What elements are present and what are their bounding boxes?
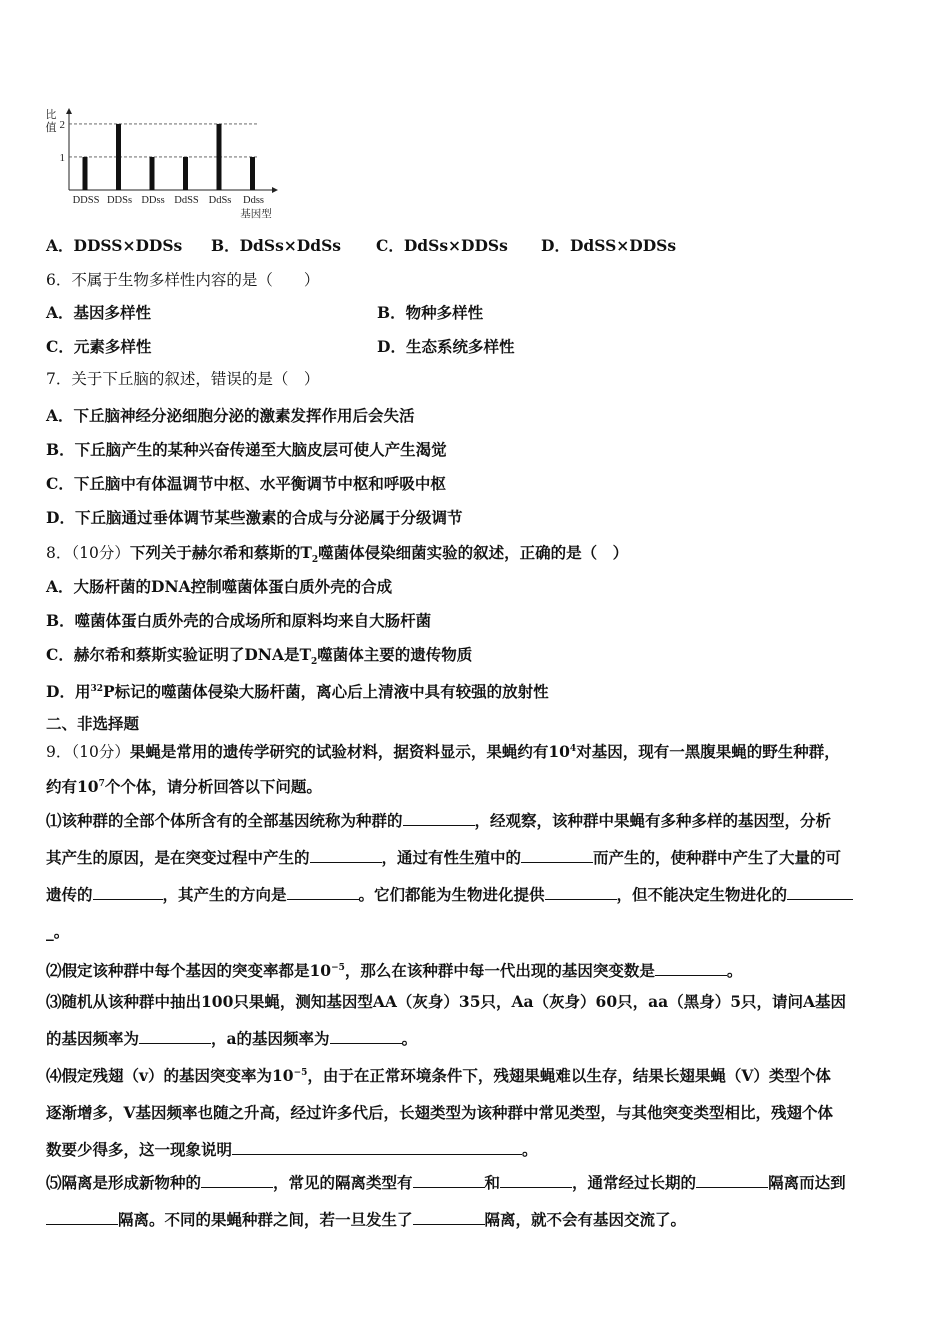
blank-alleles[interactable] — [310, 848, 382, 863]
q8-number: 8．（10分） — [46, 544, 130, 562]
q8-stem-pre: 下列关于赫尔希和蔡斯的T — [129, 543, 312, 562]
q5-option-b[interactable]: B．DdSs×DdSs — [211, 236, 341, 255]
blank-raw-material[interactable] — [545, 885, 617, 900]
q8-option-d-pre: D．用 — [46, 682, 91, 702]
chart-axes — [66, 108, 278, 193]
q9-p1-b: ，经观察，该种群中果蝇有多种多样的基因型，分析 — [474, 811, 832, 830]
q8-stem-post: 噬菌体侵染细菌实验的叙述，正确的是（ ） — [318, 543, 629, 562]
q9-p4-c: 逐渐增多，V基因频率也随之升高，经过许多代后，长翅类型为该种群中常见类型，与其他突变类型相比，残翅个体 — [46, 1103, 834, 1123]
blank-isolation-type-1[interactable] — [413, 1173, 485, 1188]
q9-p2-a: ⑵假定该种群中每个基因的突变率都是10 — [46, 961, 332, 981]
blank-recombination[interactable] — [521, 848, 593, 863]
q9-p5-g: 隔离，就不会有基因交流了。 — [484, 1210, 687, 1229]
blank-occurred-isolation[interactable] — [413, 1210, 485, 1225]
x-tick-label: DDSS — [72, 195, 100, 206]
q5-option-a[interactable]: A．DDSS×DDSs — [46, 236, 183, 255]
q9-p4-e: 。 — [522, 1140, 538, 1160]
blank-isolation-type-2[interactable] — [500, 1173, 572, 1188]
q8-option-d-sup: 32 — [90, 684, 103, 694]
q9-p5-d: ，通常经过长期的 — [572, 1173, 697, 1192]
genotype-ratio-chart — [44, 104, 284, 222]
q9-part5 — [46, 1164, 906, 1238]
q8-stem — [46, 543, 628, 570]
q9-p4-a: ⑷假定残翅（v）的基因突变率为10 — [46, 1066, 294, 1086]
q9-p2-sup: −5 — [331, 963, 345, 973]
q9-p1-f: 遗传的 — [46, 885, 93, 904]
blank-conclusion[interactable] — [232, 1140, 522, 1155]
q9-p2-c: 。 — [726, 961, 743, 981]
q6-option-d[interactable]: D．生态系统多样性 — [377, 337, 515, 356]
q9-p1-d: ，通过有性生殖中的 — [381, 848, 522, 867]
blank-mutation-count[interactable] — [655, 961, 727, 976]
q9-intro-sup: 4 — [569, 744, 577, 754]
section-title: 二、非选择题 — [46, 714, 140, 733]
q7-option-a[interactable]: A．下丘脑神经分泌细胞分泌的激素发挥作用后会失活 — [46, 406, 415, 425]
q9-p3-a: ⑶随机从该种群中抽出100只果蝇，测知基因型AA（灰身）35只，Aa（灰身）60只，aa（黑身）5只，请问A基因 — [46, 992, 847, 1011]
q9-p1-e: 而产生的，使种群中产生了大量的可 — [593, 848, 842, 867]
q6-option-a[interactable]: A．基因多样性 — [46, 303, 152, 322]
q7-option-d[interactable]: D．下丘脑通过垂体调节某些激素的合成与分泌属于分级调节 — [46, 508, 463, 527]
y-axis-label: 比 — [45, 109, 57, 121]
q9-part3 — [46, 983, 906, 1057]
q9-p1-a: ⑴该种群的全部个体所含有的全部基因统称为种群的 — [46, 811, 403, 830]
q5-option-c[interactable]: C．DdSs×DDSs — [376, 236, 508, 255]
q9-p5-a: ⑸隔离是形成新物种的 — [46, 1173, 202, 1192]
q9-p3-b: 的基因频率为 — [46, 1029, 140, 1048]
bar-DDSS — [83, 157, 88, 190]
bar-DdSs — [217, 124, 222, 190]
x-tick-label: DdSs — [208, 195, 232, 206]
q8-option-d-post: P标记的噬菌体侵染大肠杆菌，离心后上清液中具有较强的放射性 — [102, 682, 549, 702]
q5-options — [46, 236, 906, 256]
q5-option-d[interactable]: D．DdSS×DDSs — [541, 236, 677, 255]
q8-option-d[interactable] — [46, 679, 549, 702]
q9-intro-1: 果蝇是常用的遗传学研究的试验材料，据资料显示，果蝇约有10 — [129, 742, 570, 762]
q9-intro-3: 约有10 — [46, 777, 99, 797]
q9-p2-b: ，那么在该种群中每一代出现的基因突变数是 — [344, 961, 655, 981]
y-tick-label: 2 — [59, 118, 65, 131]
q8-stem-sub: 2 — [311, 555, 319, 566]
q8-option-c-sub: 2 — [311, 657, 318, 668]
q7-option-b[interactable]: B．下丘脑产生的某种兴奋传递至大脑皮层可使人产生渴觉 — [46, 440, 447, 459]
q9-p4-d: 数要少得多，这一现象说明 — [46, 1140, 233, 1160]
q9-part2 — [46, 958, 742, 981]
q9-p3-c: ，a的基因频率为 — [211, 1029, 330, 1048]
x-axis-arrow — [272, 187, 278, 193]
blank-necessary-condition[interactable] — [201, 1173, 273, 1188]
q7-stem: 7．关于下丘脑的叙述，错误的是（ ） — [46, 370, 320, 388]
bar-DdSS — [183, 157, 188, 190]
q6-options-row2 — [46, 337, 906, 357]
blank-reached-isolation[interactable] — [46, 1210, 118, 1225]
q9-intro-line2 — [46, 774, 322, 797]
q9-part4 — [46, 1055, 906, 1168]
q9-intro-sup2: 7 — [98, 779, 105, 789]
q6-option-c[interactable]: C．元素多样性 — [46, 337, 152, 356]
bar-DDSs — [116, 124, 121, 190]
q9-p1-g: ，其产生的方向是 — [162, 885, 287, 904]
q9-p5-f: 隔离。不同的果蝇种群之间，若一旦发生了 — [118, 1210, 413, 1229]
q9-intro-line1 — [46, 739, 840, 762]
chart-svg — [44, 104, 284, 222]
y-tick-label: 1 — [59, 151, 65, 164]
q9-p5-e: 隔离而达到 — [768, 1173, 846, 1192]
q9-intro-4: 个个体，请分析回答以下问题。 — [104, 777, 322, 797]
q6-option-b[interactable]: B．物种多样性 — [377, 303, 484, 322]
blank-a-frequency[interactable] — [139, 1029, 211, 1044]
y-axis-label: 值 — [45, 122, 57, 134]
q8-option-c-pre: C．赫尔希和蔡斯实验证明了DNA是T — [46, 645, 312, 664]
q9-p1-j: _。 — [46, 922, 70, 941]
x-axis-label: 基因型 — [240, 209, 272, 220]
q9-p1-i: ，但不能决定生物进化的 — [616, 885, 788, 904]
bar-Ddss — [250, 157, 255, 190]
q9-p4-sup: −5 — [293, 1068, 308, 1078]
blank-variation[interactable] — [93, 885, 163, 900]
q6-options-row1 — [46, 303, 906, 323]
q6-stem: 6．不属于生物多样性内容的是（ ） — [46, 271, 320, 289]
blank-gene-pool[interactable] — [403, 811, 475, 826]
q9-p3-d: 。 — [401, 1029, 418, 1048]
q9-p1-c: 其产生的原因，是在突变过程中产生的 — [46, 848, 310, 867]
x-tick-label: DDSs — [106, 195, 133, 206]
blank-recessive-frequency[interactable] — [330, 1029, 402, 1044]
q8-option-b[interactable]: B．噬菌体蛋白质外壳的合成场所和原料均来自大肠杆菌 — [46, 611, 432, 630]
q9-p4-b: ，由于在正常环境条件下，残翅果蝇难以生存，结果长翅果蝇（V）类型个体 — [307, 1066, 831, 1086]
q9-p5-b: ，常见的隔离类型有 — [273, 1173, 413, 1192]
q8-option-a[interactable]: A．大肠杆菌的DNA控制噬菌体蛋白质外壳的合成 — [46, 577, 393, 596]
q9-intro-2: 对基因，现有一黑腹果蝇的野生种群， — [576, 742, 840, 762]
q9-number: 9．（10分） — [46, 743, 130, 762]
x-tick-label: Ddss — [242, 195, 265, 206]
x-tick-label: DDss — [141, 195, 165, 206]
blank-direction[interactable] — [287, 885, 359, 900]
q7-option-c[interactable]: C．下丘脑中有体温调节中枢、水平衡调节中枢和呼吸中枢 — [46, 474, 446, 493]
blank-evolution-direction[interactable] — [787, 885, 853, 900]
q9-part1 — [46, 802, 906, 950]
q8-option-c[interactable] — [46, 645, 472, 672]
q8-option-c-post: 噬菌体主要的遗传物质 — [317, 645, 473, 664]
q9-p5-c: 和 — [484, 1173, 501, 1192]
bar-DDss — [150, 157, 155, 190]
q9-p1-h: 。它们都能为生物进化提供 — [358, 885, 545, 904]
blank-long-term-isolation[interactable] — [696, 1173, 768, 1188]
y-axis-arrow — [66, 108, 72, 114]
x-tick-label: DdSS — [174, 195, 199, 206]
